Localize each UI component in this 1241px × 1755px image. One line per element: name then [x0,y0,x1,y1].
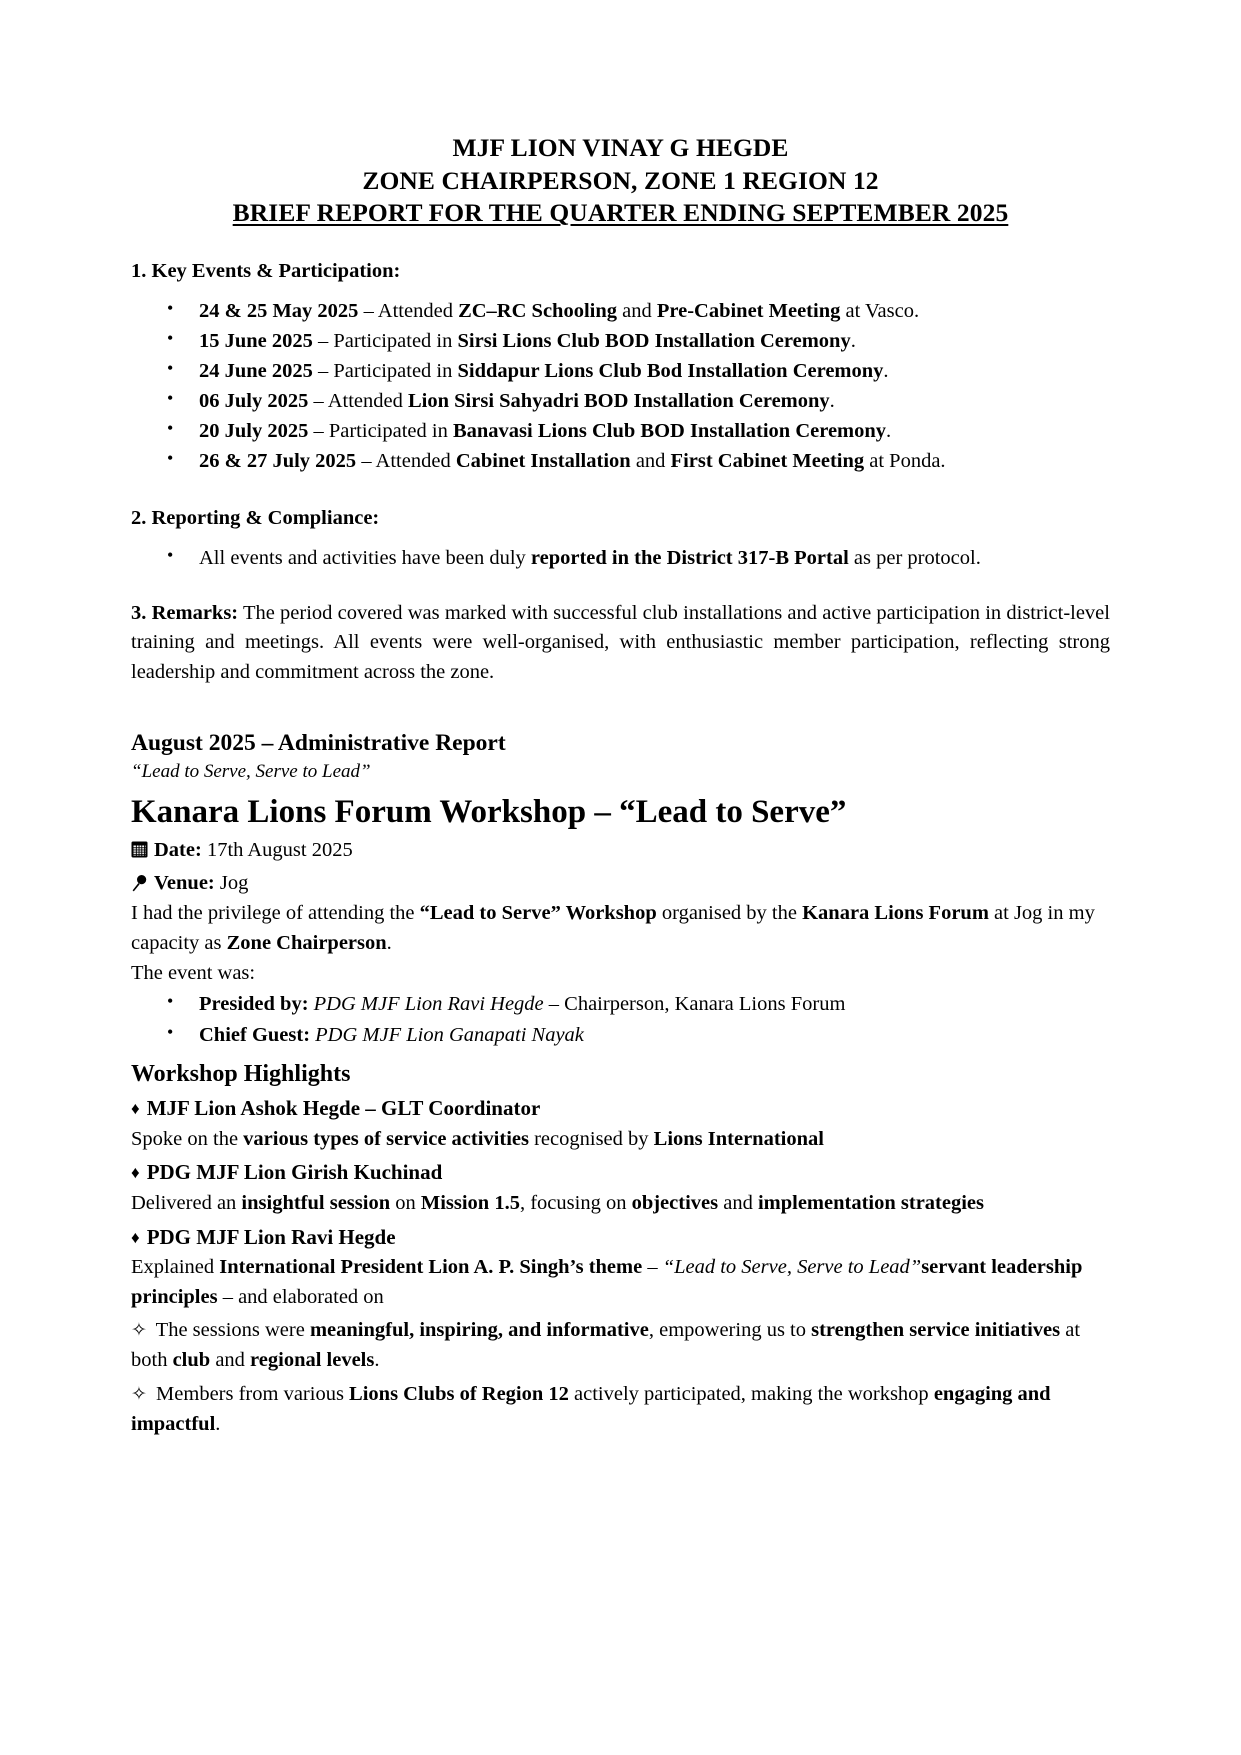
intro-b2: Kanara Lions Forum [802,901,989,924]
intro-p2: organised by the [656,901,803,924]
run: recognised by [528,1127,654,1150]
event-action: – Attended [358,299,459,322]
event-name-2: First Cabinet Meeting [670,450,865,473]
compliance-list [131,544,1110,573]
list-item [131,327,1110,356]
list-item [131,990,1110,1019]
workshop-title: Kanara Lions Forum Workshop – “Lead to Serve” [131,794,847,831]
workshop-date-line [131,836,1110,866]
event-name-2: Pre-Cabinet Meeting [656,299,841,322]
intro-b3: Zone Chairperson [226,931,387,954]
run: actively participated, making the workshop [568,1382,934,1405]
section-2-heading: 2. Reporting & Compliance: [131,506,380,529]
location-pin-icon [131,872,148,890]
venue-label: Venue: [154,872,215,894]
run: – [642,1255,663,1278]
document-content [131,132,1110,1439]
role-tail: – Chairperson, Kanara Lions Forum [543,993,846,1016]
run: Delivered an [131,1191,242,1214]
event-date: 26 & 27 July 2025 [199,450,357,473]
highlight-speaker-name: PDG MJF Lion Girish Kuchinad [146,1160,443,1185]
list-item [131,387,1110,416]
run-bold: meaningful, inspiring, and informative [309,1319,649,1342]
closing-paragraph [131,1316,1110,1375]
diamond-bullet-icon: ♦ [131,1163,140,1183]
event-tail: . [850,329,856,352]
run: Members from various [150,1382,350,1405]
event-date: 15 June 2025 [199,329,313,352]
date-label: Date: [154,839,202,862]
list-item [131,297,1110,326]
sparkle-bullet-icon: ✧ [131,1383,147,1405]
run: The sessions were [150,1319,310,1342]
run: Explained [131,1255,220,1278]
calendar-icon [131,838,148,855]
event-tail: at Vasco. [840,299,920,322]
date-value: 17th August 2025 [201,839,353,862]
role-label: Chief Guest: [199,1023,311,1046]
event-action: – Participated in [312,360,458,383]
run-bold: Lions International [653,1127,824,1150]
run-bold: implementation strategies [757,1191,984,1214]
run-bold: Mission 1.5 [420,1191,520,1214]
workshop-venue-line [131,869,1110,899]
highlight-speaker [131,1094,1110,1123]
event-roles-list [131,990,1110,1050]
event-conjunction: and [616,299,657,322]
run: on [390,1191,421,1214]
run: – and elaborated on [217,1285,384,1308]
run: and [210,1349,251,1372]
event-name-1: Banavasi Lions Club BOD Installation Ceremony [452,420,887,443]
run: . [374,1349,380,1372]
list-item [131,447,1110,476]
intro-b1: “Lead to Serve” Workshop [419,901,657,924]
remarks-paragraph [131,599,1110,688]
run-bold: strengthen service initiatives [811,1319,1061,1342]
section-1-heading: 1. Key Events & Participation: [131,259,401,282]
sparkle-bullet-icon: ✧ [131,1320,147,1342]
workshop-intro-paragraph [131,899,1110,959]
title-line-report: BRIEF REPORT FOR THE QUARTER ENDING SEPTEMBER 2025 [232,198,1009,228]
run-bold: engaging and impactful [131,1382,1051,1435]
title-line-role: ZONE CHAIRPERSON, ZONE 1 REGION 12 [362,165,879,195]
event-tail: . [886,420,892,443]
role-label: Presided by: [199,993,309,1016]
remarks-text: The period covered was marked with successful club installations and active participation in district-level training and meetings. All events were well-organised, with enthusiastic member participation, reflecting strong leadership and commitment across the zone. [131,601,1110,684]
run: , empowering us to [648,1319,812,1342]
run: . [215,1412,221,1435]
intro-p3: at Jog in my capacity as [131,901,1095,954]
run-bold: club [172,1349,211,1372]
event-was-line: The event was: [131,961,256,984]
event-conjunction: and [630,450,671,473]
run-bold: insightful session [241,1191,391,1214]
highlight-speaker-name: PDG MJF Lion Ravi Hegde [146,1224,396,1249]
event-name-1: ZC–RC Schooling [458,299,617,322]
run-bold: Lions Clubs of Region 12 [349,1382,569,1405]
event-action: – Participated in [308,420,453,443]
highlight-speaker [131,1223,1110,1252]
workshop-highlights-list [131,1094,1110,1312]
event-tail: at Ponda. [864,450,946,473]
event-tail: . [829,390,835,413]
list-item [131,1021,1110,1050]
highlight-speaker [131,1158,1110,1187]
august-motto: “Lead to Serve, Serve to Lead” [131,761,371,783]
august-report-heading: August 2025 – Administrative Report [131,729,506,756]
diamond-bullet-icon: ♦ [131,1227,140,1247]
run-bold: International President Lion A. P. Singh’s theme [219,1255,643,1278]
list-item [131,544,1110,573]
event-name-1: Sirsi Lions Club BOD Installation Ceremony [457,329,851,352]
highlight-description [131,1125,1110,1155]
workshop-highlights-heading: Workshop Highlights [131,1061,351,1088]
highlight-speaker-name: MJF Lion Ashok Hegde – GLT Coordinator [146,1096,541,1121]
event-name-1: Lion Sirsi Sahyadri BOD Installation Ceremony [408,390,830,413]
run: and [718,1191,758,1214]
event-name-1: Siddapur Lions Club Bod Installation Ceremony [457,360,884,383]
run-bold: various types of service activities [243,1127,529,1150]
list-item [131,417,1110,446]
run-italic: “Lead to Serve, Serve to Lead” [662,1255,922,1278]
role-person: PDG MJF Lion Ravi Hegde [308,993,544,1016]
event-name-1: Cabinet Installation [455,450,631,473]
run-bold: regional levels [250,1349,375,1372]
highlight-description [131,1189,1110,1219]
run: at both [131,1319,1081,1372]
run-bold: objectives [631,1191,719,1214]
event-date: 24 June 2025 [199,360,313,383]
event-date: 06 July 2025 [199,390,309,413]
event-date: 20 July 2025 [199,420,309,443]
list-item [131,357,1110,386]
event-action: – Attended [308,390,408,413]
closing-remarks [131,1316,1110,1439]
event-action: – Attended [356,450,456,473]
event-date: 24 & 25 May 2025 [199,299,359,322]
run: Spoke on the [131,1127,244,1150]
diamond-bullet-icon: ♦ [131,1099,140,1119]
intro-p1: I had the privilege of attending the [131,901,420,924]
role-person: PDG MJF Lion Ganapati Nayak [310,1023,584,1046]
title-line-name: MJF LION VINAY G HEGDE [452,133,789,162]
compliance-text-bold: reported in the District 317-B Portal [530,546,849,569]
remarks-label: 3. Remarks: [131,601,239,624]
closing-paragraph [131,1380,1110,1439]
run: , focusing on [519,1191,632,1214]
intro-p4: . [386,931,392,954]
venue-value: Jog [214,872,249,894]
run-bold: servant leadership principles [131,1255,1083,1308]
highlight-description [131,1253,1110,1312]
event-tail: . [883,360,889,383]
compliance-text-post: as per protocol. [848,546,981,569]
event-action: – Participated in [312,329,458,352]
compliance-text-pre: All events and activities have been duly [199,546,531,569]
document-title [131,132,1110,230]
key-events-list [131,297,1110,477]
